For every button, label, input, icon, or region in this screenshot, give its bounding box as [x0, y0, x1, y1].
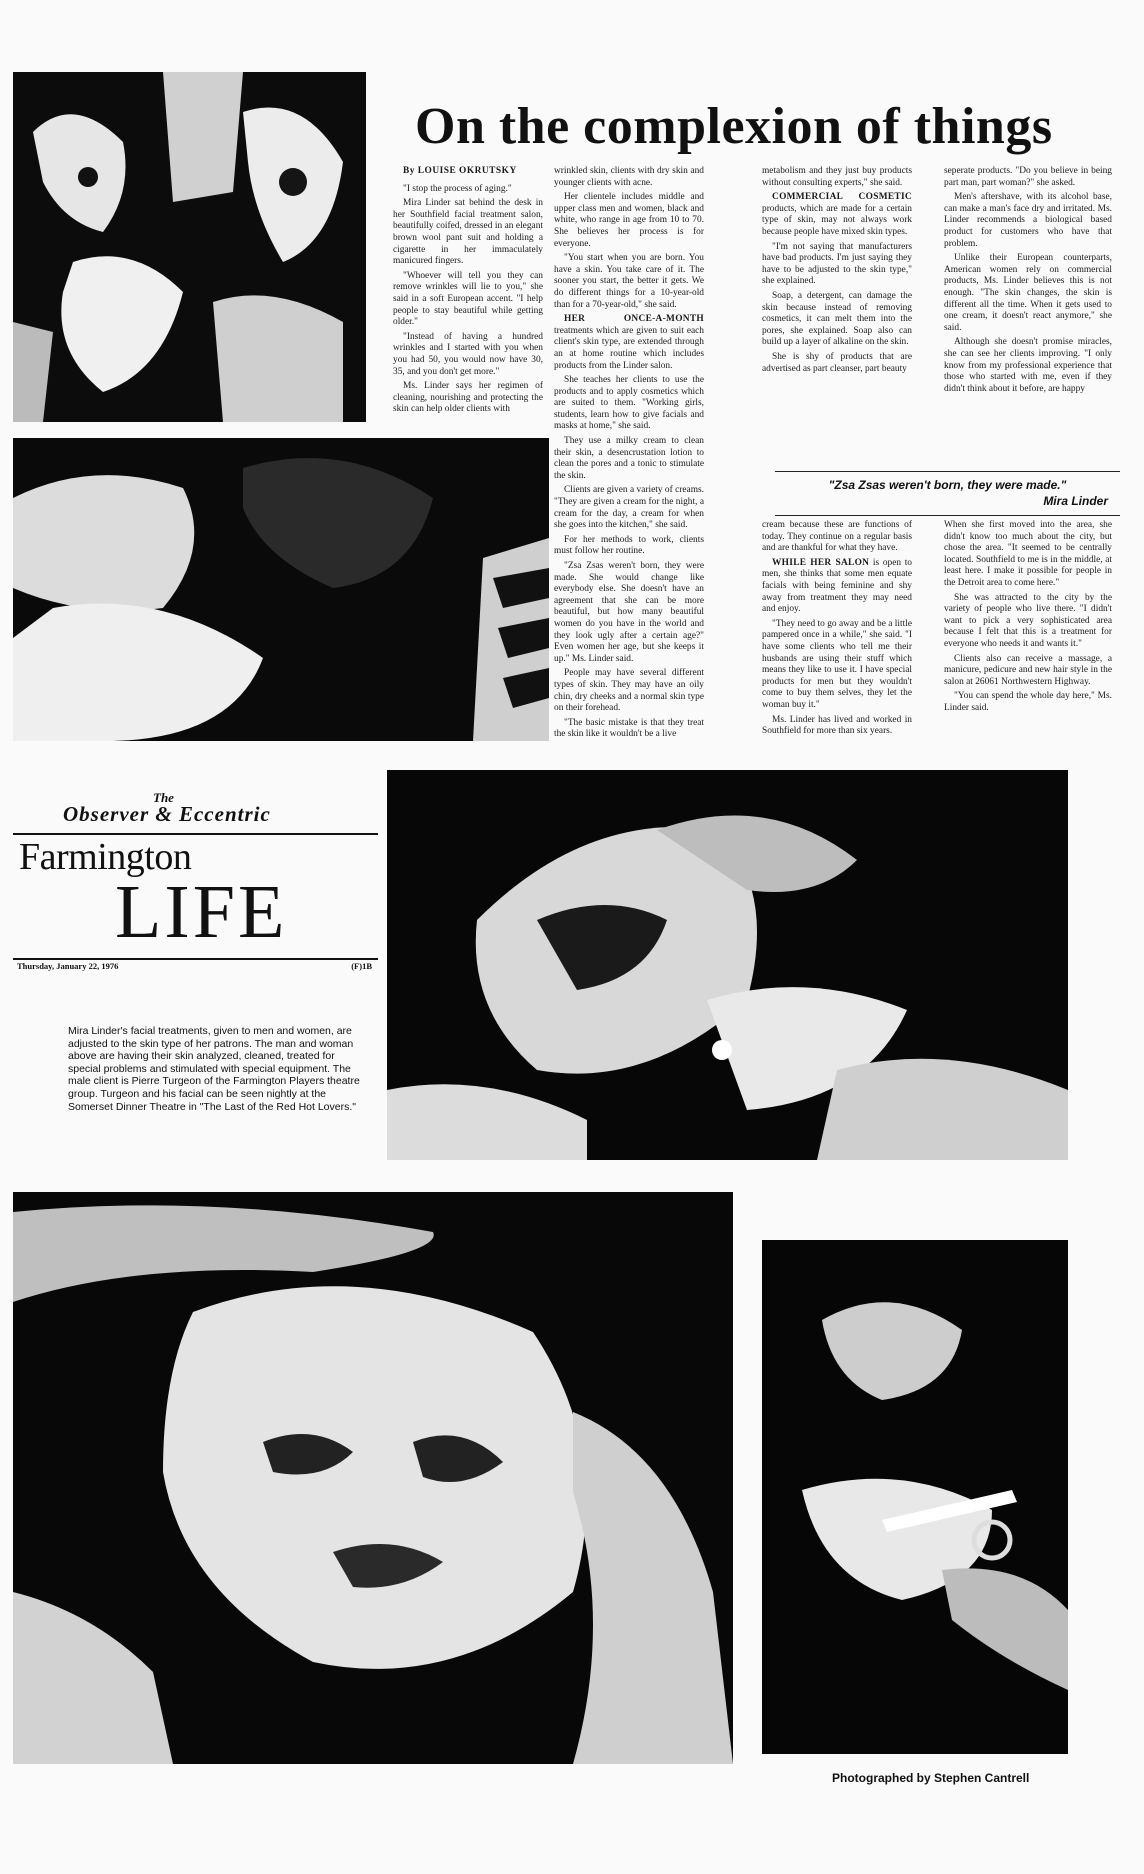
pull-quote: [775, 471, 1120, 516]
paragraph: Ms. Linder has lived and worked in Southfield for more than six years.: [762, 714, 912, 737]
paragraph: [762, 192, 912, 238]
masthead-the: The: [153, 790, 174, 805]
hands-with-tool-photo: [762, 1240, 1068, 1754]
paragraph: "Zsa Zsas weren't born, they were made. She would change like everybody else. She doesn't have an agreement that she can be more beautiful, but how many beautiful women do you have in the world and they look ugly after a certain age?" Even women her age, but she keeps it up." Ms. Linder said.: [554, 561, 704, 664]
paragraph: Unlike their European counterparts, American women rely on commercial products, Ms. Linder believes this is not enough. "The skin changes, the skin is different all the time. When it gets used to one cream, it doesn't react anymore," she said.: [944, 253, 1112, 333]
paragraph: She is shy of products that are advertised as part cleanser, part beauty: [762, 351, 912, 374]
masthead-date: Thursday, January 22, 1976: [17, 961, 119, 971]
paragraph: "Instead of having a hundred wrinkles and I started with you when you had 50, you would now have 30, 35, and you don't get more.": [393, 331, 543, 377]
paragraph: People may have several different types of skin. They may have an oily chin, dry cheeks and a normal skin type on their forehead.: [554, 668, 704, 714]
article-column-2: [554, 166, 704, 741]
headline: On the complexion of things: [415, 97, 1053, 155]
paragraph: Clients are given a variety of creams. "They are given a cream for the night, a cream for the day, a cream for when she goes into the kitchen," she said.: [554, 485, 704, 531]
subhead: COMMERCIAL COSMETIC: [772, 192, 912, 203]
paragraph: "You can spend the whole day here," Ms. Linder said.: [944, 691, 1112, 713]
masthead-section: LIFE: [115, 870, 288, 954]
paragraph-text: treatments which are given to suit each client's skin type, are extended through an at home routine which includes products from the Linder salon.: [554, 325, 704, 371]
paragraph: [554, 314, 704, 372]
paragraph: Soap, a detergent, can damage the skin because instead of removing cosmetics, it can melt them into the pores, she explained. Soap also can build up a layer of alkaline on the skin.: [762, 290, 912, 348]
paragraph: Clients also can receive a massage, a manicure, pedicure and new hair style in the salon at 26061 Northwestern Highway.: [944, 653, 1112, 687]
article-column-1: [393, 166, 543, 436]
byline: By LOUISE OKRUTSKY: [403, 166, 517, 176]
paragraph: Mira Linder sat behind the desk in her Southfield facial treatment salon, beautifully coifed, dressed in an elegant brown wool pant suit and holding a cigarette in her immaculately manicured fingers.: [393, 198, 543, 267]
paragraph: Her clientele includes middle and upper class men and women, black and white, who range in age from 10 to 70. She believes her process is for everyone.: [554, 192, 704, 249]
pull-quote-attribution: Mira Linder: [1043, 494, 1108, 508]
paragraph: She was attracted to the city by the variety of people who live there. "I didn't want to pick a very sophisticated area because I felt that this is a treatment for everyone who needs it and wants it.": [944, 592, 1112, 649]
divider: [13, 958, 378, 960]
masthead-city: Farmington: [19, 836, 192, 878]
paragraph: metabolism and they just buy products without consulting experts," she said.: [762, 166, 912, 188]
male-client-photo: [387, 770, 1068, 1160]
paragraph: Although she doesn't promise miracles, she can see her clients improving. "I only know from my professional experience that those who started with me, even if they didn't think about it before, are happy: [944, 337, 1112, 394]
masthead: [13, 790, 378, 976]
paragraph-text: products, which are made for a certain type of skin, may not always work because people have mixed skin types.: [762, 203, 912, 237]
paragraph: Men's aftershave, with its alcohol base, can make a man's face dry and irritated. Ms. Linder recommends a biological based product for customers who have that problem.: [944, 192, 1112, 249]
paragraph: "I stop the process of aging.": [403, 183, 512, 194]
paragraph: [762, 558, 912, 616]
paragraph: They use a milky cream to clean their skin, a desencrustation lotion to clean the pores and a tonic to stimulate the skin.: [554, 436, 704, 481]
masthead-paper-name: Observer & Eccentric: [63, 802, 271, 826]
paragraph: For her methods to work, clients must follow her routine.: [554, 534, 704, 557]
masked-face-photo: [13, 1192, 733, 1764]
paragraph: seperate products. "Do you believe in being part man, part woman?" she asked.: [944, 166, 1112, 188]
paragraph: "I'm not saying that manufacturers have bad products. I'm just saying they have to be adjusted to the skin type," she explained.: [762, 241, 912, 287]
photo-caption: Mira Linder's facial treatments, given to men and women, are adjusted to the skin type of her patrons. The man and woman above are having their skin analyzed, cleaned, treated for special problems and stimulated with special equipment. The male client is Pierre Turgeon of the Farmington Players theatre group. Turgeon and his facial can be seen nightly at the Somerset Dinner Theatre in "The Last of the Red Hot Lovers.": [68, 1025, 360, 1113]
article-column-3-bottom: [762, 520, 912, 742]
face-closeup-photo: [13, 72, 366, 422]
paragraph: "Whoever will tell you they can remove wrinkles will lie to you," she said in a soft European accent. "I help people to stay beautiful while getting older.": [393, 270, 543, 328]
masthead-page-number: (F)1B: [351, 961, 372, 971]
subhead: HER ONCE-A-MONTH: [564, 314, 704, 325]
paragraph: "You start when you are born. You have a skin. You take care of it. The sooner you start, the better it gets. We do different things for a 10-year-old than for a 70-year-old," she said.: [554, 253, 704, 310]
article-column-4-bottom: [944, 520, 1112, 742]
article-column-3-top: [762, 166, 912, 461]
paragraph: wrinkled skin, clients with dry skin and younger clients with acne.: [554, 166, 704, 188]
facial-treatment-photo: [13, 438, 549, 741]
paragraph: cream because these are functions of today. They continue on a regular basis and are thankful for what they have.: [762, 520, 912, 554]
photo-credit: Photographed by Stephen Cantrell: [832, 1771, 1030, 1785]
paragraph: She teaches her clients to use the products and to apply cosmetics which are suited to them. "Working girls, students, learn how to give facials and masks at home," she said.: [554, 375, 704, 432]
paragraph: When she first moved into the area, she didn't know too much about the city, but chose the area. "It seemed to be centrally located. Southfield to me is in the middle, at least here. I make it possible for people in the Detroit area to come here.": [944, 520, 1112, 588]
pull-quote-text: "Zsa Zsas weren't born, they were made.": [828, 478, 1067, 492]
paragraph: "They need to go away and be a little pampered once in a while," she said. "I have some clients who tell me their husbands are using their stuff which means they like to use it. I have special products for men but they wouldn't come to buy them selves, they let the woman buy it.": [762, 618, 912, 710]
paragraph: "The basic mistake is that they treat the skin like it wouldn't be a live: [554, 717, 704, 740]
paragraph: Ms. Linder says her regimen of cleaning, nourishing and protecting the skin can help older clients with: [393, 381, 543, 415]
article-column-4-top: [944, 166, 1112, 461]
paragraph-text: is open to men, she thinks that some men equate facials with being feminine and shy away from treatment they may need and enjoy.: [762, 557, 912, 615]
subhead: WHILE HER SALON: [772, 557, 870, 568]
